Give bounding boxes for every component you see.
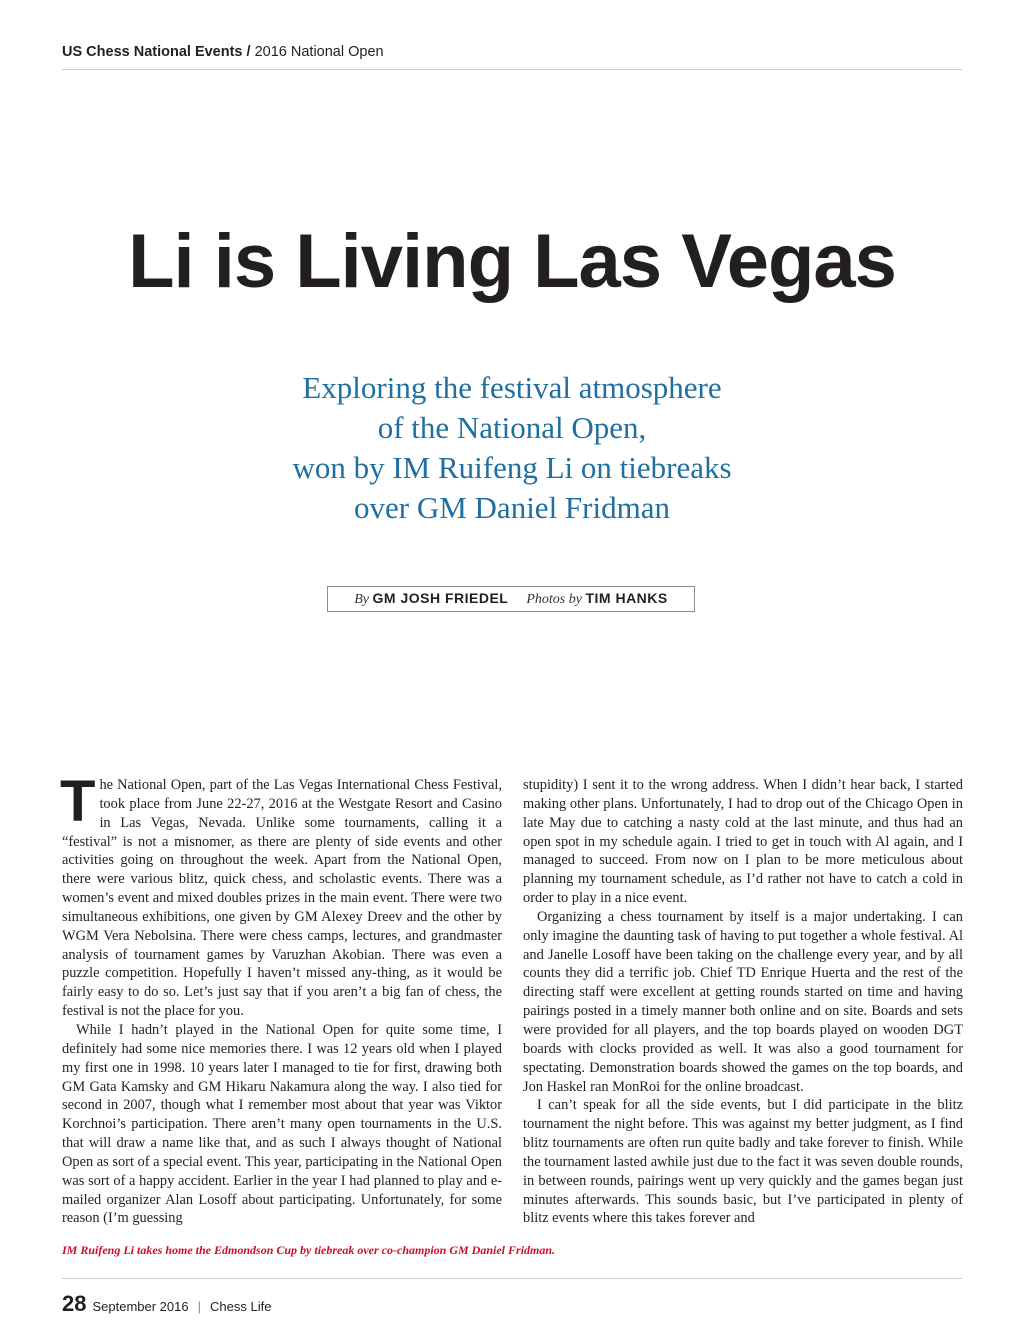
footer-divider-glyph: |: [197, 1299, 201, 1314]
byline-photos-label: Photos by: [526, 592, 582, 607]
article-column-right: [523, 776, 963, 1228]
header-separator: /: [242, 44, 255, 60]
article-column-left: [60, 769, 502, 1228]
byline-by-label: By: [354, 592, 369, 607]
article-paragraph: I can’t speak for all the side events, but I did participate in the blitz tournament the night before. This was against my better judgment, as I find blitz tournaments are often run quite badly and take forever to finish. While the tournament lasted awhile just due to the fact it was seven double rounds, in between rounds, pairings went up very quickly and the games began just minutes afterwards. This sounds basic, but I’ve participated in plenty of blitz events where this takes forever and: [523, 1097, 963, 1227]
byline-box: [327, 586, 695, 612]
byline-photographer: TIM HANKS: [585, 590, 668, 606]
subtitle-line: Exploring the festival atmosphere: [302, 370, 722, 405]
drop-cap: T: [60, 769, 96, 834]
header-section: US Chess National Events: [62, 44, 243, 60]
paragraph-text: he National Open, part of the Las Vegas International Chess Festival, took place from June 22-27, 2016 at the Westgate Resort and Casino in Las Vegas, Nevada. Unlike some tournaments, calling it a “festival” is not a misnomer, as there are plenty of side events and other activities going on throughout the week. Apart from the National Open, there were various blitz, quick chess, and scholastic events. There was a women’s event and mixed doubles prizes in the main event. There were two simultaneous exhibitions, one given by GM Alexey Dreev and the other by WGM Vera Nebolsina. There were chess camps, lectures, and grandmaster analysis of tournament games by Varuzhan Akobian. There was even a puzzle competition. Hopefully I haven’t missed any-thing, as it would be fairly easy to do so. Let’s just say that if you aren’t a big fan of chess, the festival is not the place for you.: [62, 777, 502, 1020]
article-paragraph: stupidity) I sent it to the wrong address. When I didn’t hear back, I started making other plans. Unfortunately, I had to drop out of the Chicago Open in late May due to catching a nasty cold at the last minute, and thus had an open spot in my schedule again. I tried to get in touch with Al again, and I managed to succeed. From now on I plan to be more meticulous about planning my tournament schedule, as I’d rather not have to catch a cold in order to play in a nice event.: [523, 777, 963, 907]
article-paragraph: [60, 769, 502, 1021]
header-issue: 2016 National Open: [254, 44, 384, 60]
footer-magazine: Chess Life: [210, 1299, 272, 1314]
running-header: [62, 44, 962, 70]
footer-date: September 2016: [92, 1299, 189, 1314]
article-title: Li is Living Las Vegas: [128, 219, 896, 304]
article-paragraph: While I hadn’t played in the National Open for quite some time, I definitely had some nice memories there. I was 12 years old when I played my first one in 1998. 10 years later I managed to tie for first, drawing both GM Gata Kamsky and GM Hikaru Nakamura along the way. I also tied for second in 2007, though what I remember most about that year was Viktor Korchnoi’s participation. There aren’t many open tournaments in the U.S. that will draw a name like that, and as such I always thought of National Open as sort of a special event. This year, participating in the National Open was sort of a happy accident. Earlier in the year I had planned to play and e-mailed organizer Alan Losoff about participating. Unfortunately, for some reason (I’m guessing: [62, 1021, 502, 1227]
subtitle-line: over GM Daniel Fridman: [354, 490, 670, 525]
subtitle-line: of the National Open,: [377, 410, 647, 445]
page-footer: [62, 1291, 271, 1317]
article-paragraph: Organizing a chess tournament by itself is a major undertaking. I can only imagine the daunting task of having to put together a whole festival. Al and Janelle Losoff have been taking on the challenge every year, and by all counts they did a terrific job. Chief TD Enrique Huerta and the rest of the directing staff were excellent at getting rounds started on time and having pairings posted in a timely manner both online and on site. Boards and sets were provided for all players, and the top boards played on wooden DGT boards with clocks provided as well. It was also a good tournament for spectating. Demonstration boards showed the games on the top boards, and Jon Haskel ran MonRoi for the online broadcast.: [523, 908, 963, 1095]
page-number: 28: [62, 1291, 87, 1316]
photo-caption: IM Ruifeng Li takes home the Edmondson Cup by tiebreak over co-champion GM Daniel Fridman.: [62, 1243, 556, 1257]
footer-divider: [62, 1278, 962, 1279]
byline-author: GM JOSH FRIEDEL: [372, 590, 509, 606]
article-subtitle: [0, 368, 1024, 528]
subtitle-line: won by IM Ruifeng Li on tiebreaks: [292, 450, 732, 485]
